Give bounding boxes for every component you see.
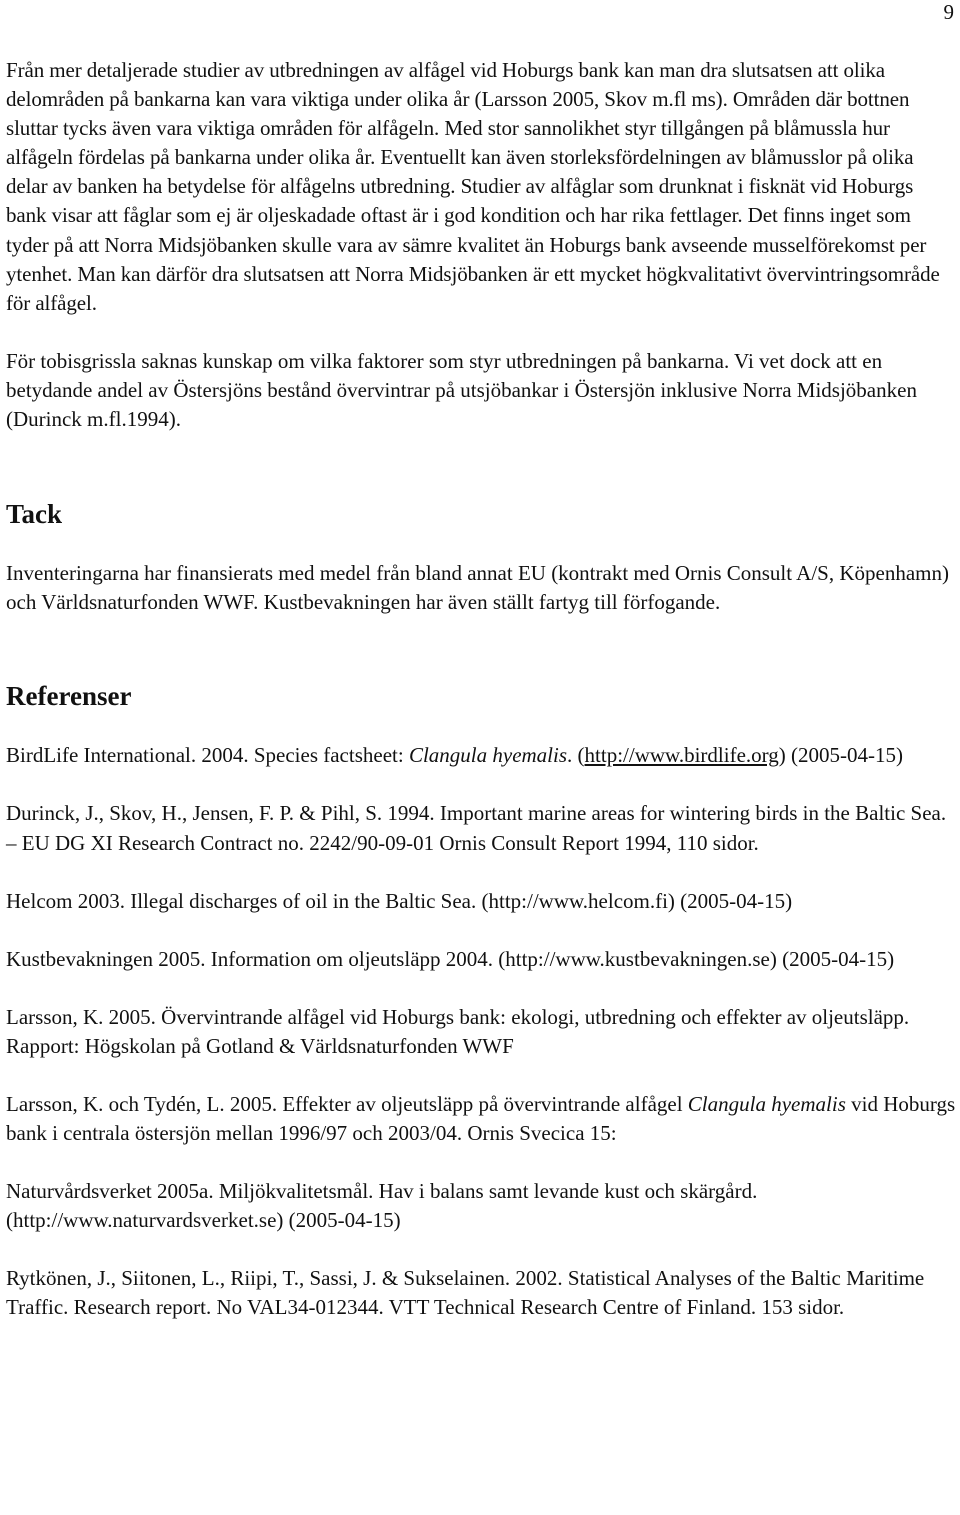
reference-rytkonen: Rytkönen, J., Siitonen, L., Riipi, T., Sassi, J. & Sukselainen. 2002. Statistical Analyses of the Baltic Maritime Traffic. Research report. No VAL34-012344. VTT Technical Research Centre of Finland. 153 sidor. xyxy=(6,1266,925,1320)
reference-text: Larsson, K. och Tydén, L. 2005. Effekter av oljeutsläpp på övervintrande alfågel xyxy=(6,1091,688,1116)
section-heading-tack: Tack xyxy=(6,499,63,530)
species-name: Clangula hyemalis xyxy=(687,1091,846,1116)
reference-list xyxy=(6,741,956,1322)
reference-larsson-tyden xyxy=(6,1090,956,1148)
birdlife-link[interactable]: http://www.birdlife.org xyxy=(584,743,779,768)
species-name: Clangula hyemalis xyxy=(408,743,568,768)
reference-helcom: Helcom 2003. Illegal discharges of oil in the Baltic Sea. (http://www.helcom.fi) (2005-04-15) xyxy=(6,888,793,913)
reference-kustbevakningen: Kustbevakningen 2005. Information om oljeutsläpp 2004. (http://www.kustbevakningen.se) (2005-04-15) xyxy=(6,946,895,971)
reference-text: vid Hoburgs bank i centrala östersjön mellan 1996/97 och 2003/04. Ornis Svecica 15: xyxy=(6,1091,956,1146)
reference-naturvardsverket: Naturvårdsverket 2005a. Miljökvalitetsmål. Hav i balans samt levande kust och skärgård. (http://www.naturvardsverket.se) (2005-04-15) xyxy=(6,1179,758,1233)
reference-text: . ( xyxy=(567,743,585,768)
acknowledgement-text: Inventeringarna har finansierats med medel från bland annat EU (kontrakt med Ornis Consult A/S, Köpenhamn) och Världsnaturfonden WWF. Kustbevakningen har även ställt fartyg till förfogande. xyxy=(6,561,949,615)
reference-durinck: Durinck, J., Skov, H., Jensen, F. P. & Pihl, S. 1994. Important marine areas for wintering birds in the Baltic Sea. – EU DG XI Research Contract no. 2242/90-09-01 Ornis Consult Report 1994, 110 sidor. xyxy=(6,801,947,855)
body-paragraph-alfagel: Från mer detaljerade studier av utbredningen av alfågel vid Hoburgs bank kan man dra slutsatsen att olika delområden på bankarna kan vara viktiga under olika år (Larsson 2005, Skov m.fl ms). Områden där bottnen sluttar tycks även vara viktiga områden för alfågeln. Med stor sannolikhet styr tillgången på blåmussla hur alfågeln fördelas på bankarna under olika år. Eventuellt kan även storleksfördelningen av blåmusslor på olika delar av banken ha betydelse för alfågelns utbredning. Studier av alfåglar som drunknat i fisknät vid Hoburgs bank visar att fåglar som ej är oljeskadade oftast är i god kondition och har rika fettlager. Det finns inget som tyder på att Norra Midsjöbanken skulle vara av sämre kvalitet än Hoburgs bank avseende musselförekomst per ytenhet. Man kan därför dra slutsatsen att Norra Midsjöbanken är ett mycket högkvalitativt övervintringsområde för alfågel. xyxy=(6,58,940,315)
section-heading-referenser: Referenser xyxy=(6,681,132,712)
document-body xyxy=(6,56,956,1323)
body-paragraph-tobisgrissla: För tobisgrissla saknas kunskap om vilka faktorer som styr utbredningen på bankarna. Vi vet dock att en betydande andel av Östersjöns bestånd övervintrar på utsjöbankar i Östersjön inklusive Norra Midsjöbanken (Durinck m.fl.1994). xyxy=(6,348,917,432)
reference-text: ) (2005-04-15) xyxy=(778,743,903,768)
page-number: 9 xyxy=(943,0,954,24)
reference-larsson-2005: Larsson, K. 2005. Övervintrande alfågel vid Hoburgs bank: ekologi, utbredning och effekter av oljeutsläpp. Rapport: Högskolan på Gotland & Världsnaturfonden WWF xyxy=(6,1004,910,1058)
reference-text: BirdLife International. 2004. Species factsheet: xyxy=(6,743,409,768)
reference-birdlife xyxy=(6,741,956,770)
